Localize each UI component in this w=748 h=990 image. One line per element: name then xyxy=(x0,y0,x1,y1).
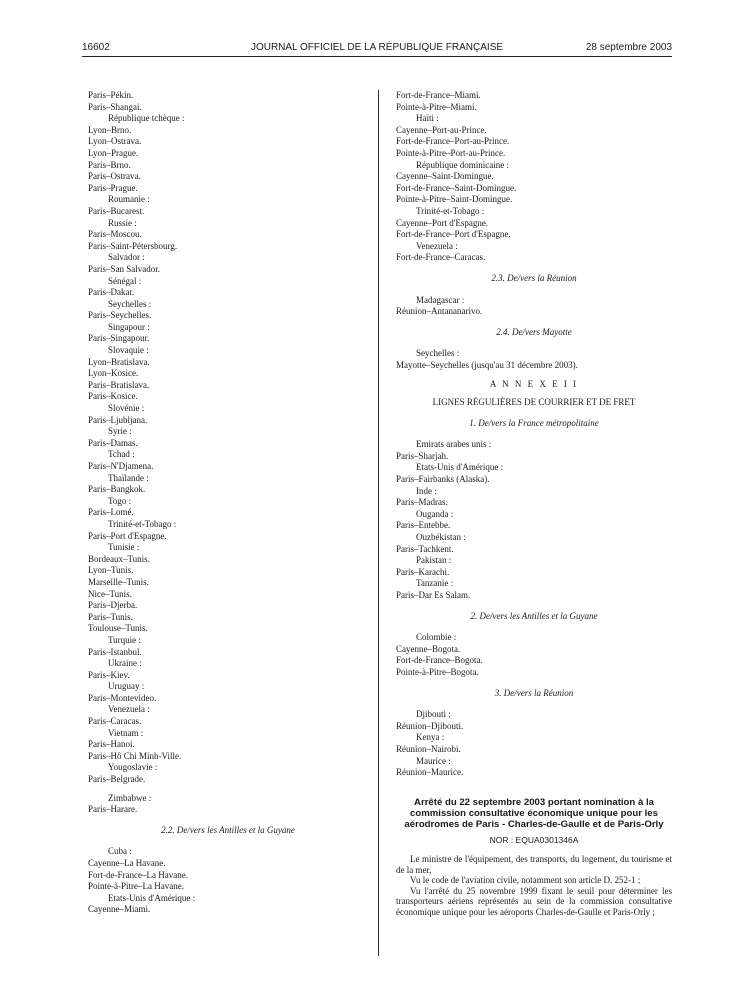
route-line: Paris–Pékin. xyxy=(88,90,134,100)
route-line: Fort-de-France–Miami. xyxy=(396,90,481,100)
route-line: Paris–Sharjah. xyxy=(396,450,449,461)
country-heading: Etats-Unis d'Amérique : xyxy=(416,462,504,473)
route-line: Paris–San Salvador. xyxy=(88,263,160,274)
country-heading: Inde : xyxy=(416,485,437,496)
country-heading: Syrie : xyxy=(108,426,132,437)
country-heading: Tanzanie : xyxy=(416,578,454,589)
route-line: Paris–Entebbe. xyxy=(396,520,451,531)
route-line: Paris–Bangkok. xyxy=(88,484,146,495)
route-line: Nice–Tunis. xyxy=(88,588,132,599)
route-line: Paris–Madras. xyxy=(396,497,448,508)
route-line: Paris–Moscou. xyxy=(88,229,142,240)
country-heading: Ouganda : xyxy=(416,508,454,519)
country-heading: Haïti : xyxy=(416,113,439,124)
route-line: Pointe-à-Pitre–Miami. xyxy=(396,101,477,112)
country-heading: Madagascar : xyxy=(416,294,465,305)
annex-heading: A N N E X E I I xyxy=(489,379,579,390)
country-heading: Seychelles : xyxy=(108,298,152,309)
route-line: Fort-de-France–Caracas. xyxy=(396,252,486,263)
column-divider xyxy=(378,90,379,956)
journal-title: JOURNAL OFFICIEL DE LA RÉPUBLIQUE FRANÇAISE xyxy=(250,42,504,53)
country-heading: Ouzbékistan : xyxy=(416,532,466,542)
route-line: Paris–Montevideo. xyxy=(88,692,157,703)
route-line: Fort-de-France–Bogota. xyxy=(396,655,483,666)
country-heading: Yougoslavie : xyxy=(108,762,158,773)
arrete-paragraph: Vu l'arrêté du 25 novembre 1999 fixant le seuil pour déterminer les transporteurs aériens représentés au sein de la commission consultative économique unique pour les aéroports Charles-de-Gaulle et Paris-Orly ; xyxy=(396,885,672,917)
route-line: Marseille–Tunis. xyxy=(88,576,149,587)
route-line: Cayenne–Saint-Domingue. xyxy=(396,171,494,182)
route-line: Paris–Kosice. xyxy=(88,391,138,402)
route-line: Bordeaux–Tunis. xyxy=(88,553,150,564)
country-heading: Slovénie : xyxy=(108,403,145,414)
route-line: Paris–Dar Es Salam. xyxy=(396,589,471,600)
country-heading: Trinité-et-Tobago : xyxy=(416,205,485,216)
route-line: Réunion–Maurice. xyxy=(396,767,464,778)
route-line: Paris–Brno. xyxy=(88,159,131,170)
route-line: Paris–Fairbanks (Alaska). xyxy=(396,474,490,485)
country-heading: Vietnam : xyxy=(108,727,144,738)
right-column xyxy=(396,90,672,917)
issue-date: 28 septembre 2003 xyxy=(585,42,672,53)
country-heading: Russie : xyxy=(108,217,137,228)
country-heading: Trinité-et-Tobago : xyxy=(108,518,177,529)
route-line: Paris–Hanoi. xyxy=(88,739,135,750)
route-line: Paris–Ostrava. xyxy=(88,171,141,182)
section-heading: 2.2. De/vers les Antilles et la Guyane xyxy=(161,824,295,835)
route-line: Lyon–Ostrava. xyxy=(88,136,142,147)
left-column xyxy=(88,90,368,916)
arrete-body xyxy=(396,854,672,917)
route-line: Cayenne–Port-au-Prince. xyxy=(396,124,487,135)
route-line: Cayenne–Miami. xyxy=(88,904,151,915)
route-line: Paris–Caracas. xyxy=(88,716,142,727)
country-heading: République dominicaine : xyxy=(416,159,509,170)
route-line: Pointe-à-Pitre–Bogota. xyxy=(396,666,479,677)
route-line: Cayenne–Port d'Espagne. xyxy=(396,217,489,228)
route-line: Lyon–Brno. xyxy=(88,124,132,135)
country-heading: Thaïlande : xyxy=(108,472,149,483)
route-line: Paris–Singapour. xyxy=(88,333,150,344)
arrete-paragraph: Vu le code de l'aviation civile, notamment son article D. 252-1 ; xyxy=(410,875,641,886)
route-line: Paris–Belgrade. xyxy=(88,774,146,785)
route-line: Réunion–Antananarivo. xyxy=(396,306,483,317)
country-heading: Venezuela : xyxy=(108,704,150,715)
route-line: Paris–Karachi. xyxy=(396,566,450,577)
route-line: Paris–Kiev. xyxy=(88,669,130,680)
route-line: Paris–Bucarest. xyxy=(88,205,145,216)
country-heading: République tchèque : xyxy=(108,113,185,124)
country-heading: Etats-Unis d'Amérique : xyxy=(108,892,196,903)
route-line: Cayenne–La Havane. xyxy=(88,858,166,868)
arrete-paragraph: Le ministre de l'équipement, des transports, du logement, du tourisme et de la mer, xyxy=(396,854,672,875)
route-line: Pointe-à-Pitre–La Havane. xyxy=(88,881,184,892)
route-line: Réunion–Nairobi. xyxy=(396,743,461,754)
route-line: Fort-de-France–Port d'Espagne. xyxy=(396,229,511,240)
route-line: Paris–Djerba. xyxy=(88,600,138,611)
country-heading: Cuba : xyxy=(108,846,132,857)
route-line: Paris–Port d'Espagne. xyxy=(88,530,167,541)
country-heading: Colombie : xyxy=(416,632,457,643)
section-heading: 2. De/vers les Antilles et la Guyane xyxy=(470,610,598,621)
section-heading: 1. De/vers la France métropolitaine xyxy=(469,417,599,428)
route-line: Pointe-à-Pitre–Saint-Domingue. xyxy=(396,194,513,205)
country-heading: Sénégal : xyxy=(108,275,142,286)
route-line: Paris–Damas. xyxy=(88,437,138,448)
country-heading: Venezuela : xyxy=(416,240,458,251)
route-line: Pointe-à-Pitre–Port-au-Prince. xyxy=(396,147,506,158)
route-line: Paris–Shangai. xyxy=(88,101,142,112)
page-number: 16602 xyxy=(82,42,110,53)
country-heading: Turquie : xyxy=(108,634,141,645)
route-line: Paris–Tunis. xyxy=(88,611,133,622)
country-heading: Slovaquie : xyxy=(108,345,149,356)
route-line: Lyon–Bratislava. xyxy=(88,356,150,367)
country-heading: Zimbabwe : xyxy=(108,792,152,803)
section-heading: 2.3. De/vers la Réunion xyxy=(491,272,577,283)
route-line: Paris–Ljubljana. xyxy=(88,414,148,425)
country-heading: Uruguay : xyxy=(108,681,145,692)
route-line: Lyon–Tunis. xyxy=(88,565,134,576)
country-heading: Ukraine : xyxy=(108,658,142,669)
header-rule xyxy=(82,56,672,57)
arrete-title: Arrêté du 22 septembre 2003 portant nomination à la commission consultative économique unique pour les aérodromes de Paris - Charles-de-Gaulle et de Paris-Orly xyxy=(404,796,664,830)
route-line: Paris–Lomé. xyxy=(88,507,134,518)
page-header xyxy=(82,42,672,56)
route-line: Fort-de-France–Saint-Domingue. xyxy=(396,182,517,193)
annex-title: LIGNES RÉGULIÈRES DE COURRIER ET DE FRET xyxy=(432,397,636,408)
country-heading: Singapour : xyxy=(108,321,150,332)
section-heading: 3. De/vers la Réunion xyxy=(494,687,574,698)
route-line: Paris–Saint-Pétersbourg. xyxy=(88,240,178,251)
country-heading: Pakistan : xyxy=(416,555,452,566)
route-line: Paris–Tachkent. xyxy=(396,543,454,554)
country-heading: Emirats arabes unis : xyxy=(416,439,492,450)
route-line: Paris–Prague. xyxy=(88,182,138,193)
route-line: Cayenne–Bogota. xyxy=(396,643,461,654)
country-heading: Seychelles : xyxy=(416,348,460,359)
country-heading: Maurice : xyxy=(416,755,451,766)
country-heading: Djibouti : xyxy=(416,709,451,720)
country-heading: Kenya : xyxy=(416,732,445,743)
nor-reference: NOR : EQUA0301346A xyxy=(489,834,579,845)
country-heading: Tunisie : xyxy=(108,542,140,553)
country-heading: Togo : xyxy=(108,495,132,506)
route-line: Lyon–Kosice. xyxy=(88,368,139,379)
route-line: Fort-de-France–Port-au-Prince. xyxy=(396,136,510,147)
route-line: Paris–Harare. xyxy=(88,804,138,815)
route-line: Toulouse–Tunis. xyxy=(88,623,148,634)
route-line: Fort-de-France–La Havane. xyxy=(88,869,188,880)
route-line: Lyon–Prague. xyxy=(88,147,139,158)
route-line: Paris–Hô Chi Minh-Ville. xyxy=(88,750,182,761)
route-line: Paris–Seychelles. xyxy=(88,310,152,321)
country-heading: Salvador : xyxy=(108,252,145,263)
country-heading: Roumanie : xyxy=(108,194,150,205)
route-line: Mayotte–Seychelles (jusqu'au 31 décembre 2003). xyxy=(396,359,578,370)
route-line: Réunion–Djibouti. xyxy=(396,720,464,731)
section-heading: 2.4. De/vers Mayotte xyxy=(496,326,572,337)
route-line: Paris–Dakar. xyxy=(88,287,135,298)
route-list xyxy=(396,90,672,779)
route-line: Paris–N'Djamena. xyxy=(88,461,154,471)
route-line: Paris–Istanbul. xyxy=(88,646,142,657)
route-line: Paris–Bratislava. xyxy=(88,379,150,390)
country-heading: Tchad : xyxy=(108,449,135,460)
